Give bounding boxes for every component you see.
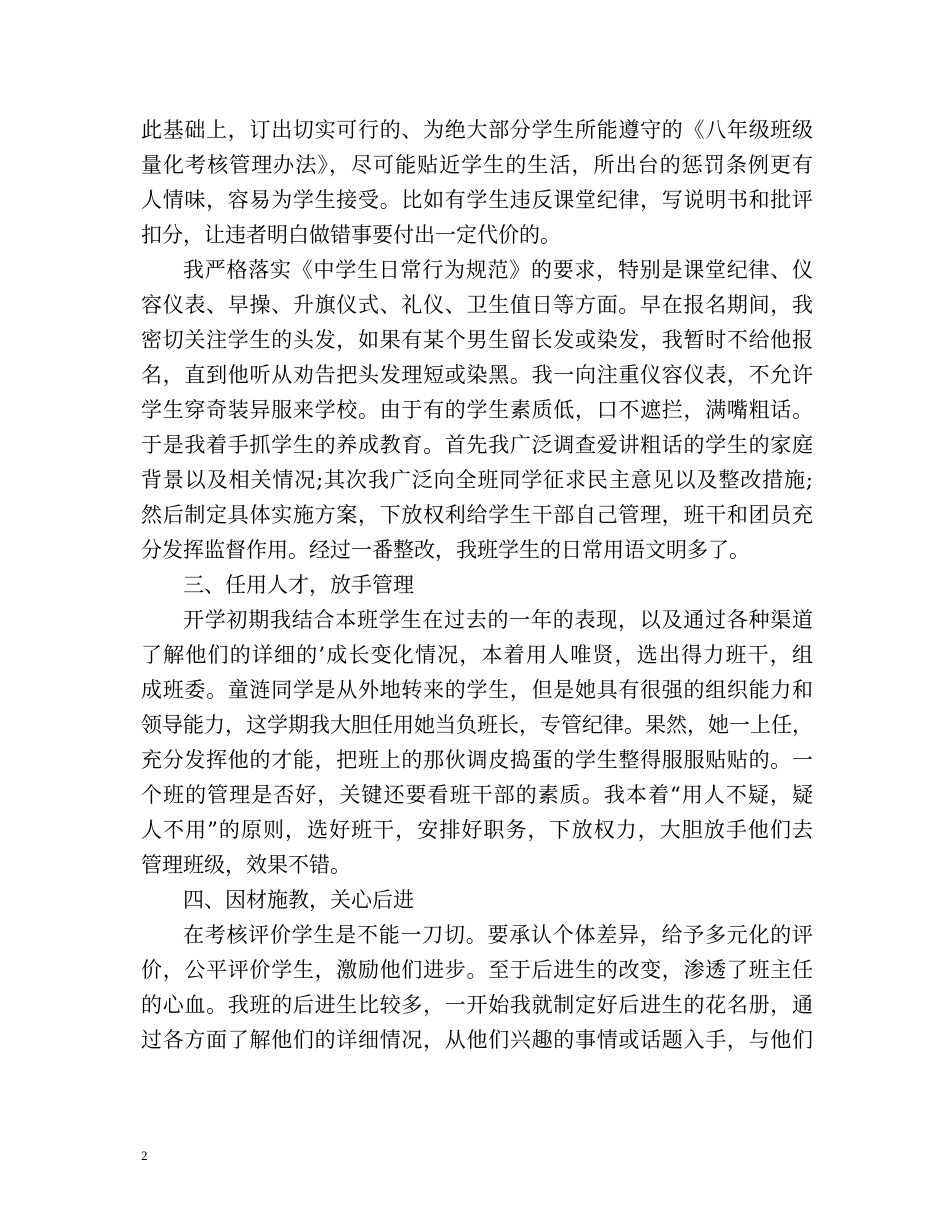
text-line: 价，公平评价学生，激励他们进步。至于后进生的改变，渗透了班主任 — [141, 958, 813, 982]
text-line: 领导能力，这学期我大胆任用她当负班长，专管纪律。果然，她一上任， — [141, 713, 813, 737]
text-line: 密切关注学生的头发，如果有某个男生留长发或染发，我暂时不给他报 — [141, 328, 813, 352]
text-line: 在考核评价学生是不能一刀切。要承认个体差异，给予多元化的评 — [183, 923, 813, 947]
text-line: 分发挥监督作用。经过一番整改，我班学生的日常用语文明多了。 — [141, 538, 750, 562]
text-line: 了解他们的详细的’成长变化情况，本着用人唯贤，选出得力班干，组 — [141, 643, 813, 667]
text-line: 量化考核管理办法》，尽可能贴近学生的生活，所出台的惩罚条例更有 — [141, 153, 813, 177]
text-line: 于是我着手抓学生的养成教育。首先我广泛调查爱讲粗话的学生的家庭 — [141, 433, 813, 457]
text-line: 人不用”的原则，选好班干，安排好职务，下放权力，大胆放手他们去 — [141, 818, 813, 842]
body-text — [141, 113, 813, 1058]
text-line: 名，直到他听从劝告把头发理短或染黑。我一向注重仪容仪表，不允许 — [141, 363, 813, 387]
text-line: 四、因材施教，关心后进 — [183, 888, 414, 912]
text-line: 管理班级，效果不错。 — [141, 853, 351, 877]
page-number: 2 — [141, 1148, 148, 1163]
text-line: 人情味，容易为学生接受。比如有学生违反课堂纪律，写说明书和批评 — [141, 188, 813, 212]
text-line: 成班委。童涟同学是从外地转来的学生，但是她具有很强的组织能力和 — [141, 678, 813, 702]
text-line: 扣分，让违者明白做错事要付出一定代价的。 — [141, 223, 561, 247]
text-line: 个班的管理是否好，关键还要看班干部的素质。我本着“用人不疑，疑 — [141, 783, 813, 807]
text-line: 充分发挥他的才能，把班上的那伙调皮捣蛋的学生整得服服贴贴的。一 — [141, 748, 813, 772]
text-line: 容仪表、早操、升旗仪式、礼仪、卫生值日等方面。早在报名期间，我 — [141, 293, 813, 317]
text-line: 背景以及相关情况;其次我广泛向全班同学征求民主意见以及整改措施; — [141, 468, 813, 492]
text-line: 三、任用人才，放手管理 — [183, 573, 414, 597]
text-line: 开学初期我结合本班学生在过去的一年的表现，以及通过各种渠道 — [183, 608, 813, 632]
text-line: 此基础上，订出切实可行的、为绝大部分学生所能遵守的《八年级班级 — [141, 118, 813, 142]
text-line: 我严格落实《中学生日常行为规范》的要求，特别是课堂纪律、仪 — [183, 258, 813, 282]
text-line: 过各方面了解他们的详细情况，从他们兴趣的事情或话题入手，与他们 — [141, 1028, 813, 1052]
text-line: 的心血。我班的后进生比较多，一开始我就制定好后进生的花名册，通 — [141, 993, 813, 1017]
text-line: 然后制定具体实施方案，下放权利给学生干部自己管理，班干和团员充 — [141, 503, 813, 527]
text-line: 学生穿奇装异服来学校。由于有的学生素质低，口不遮拦，满嘴粗话。 — [141, 398, 813, 422]
